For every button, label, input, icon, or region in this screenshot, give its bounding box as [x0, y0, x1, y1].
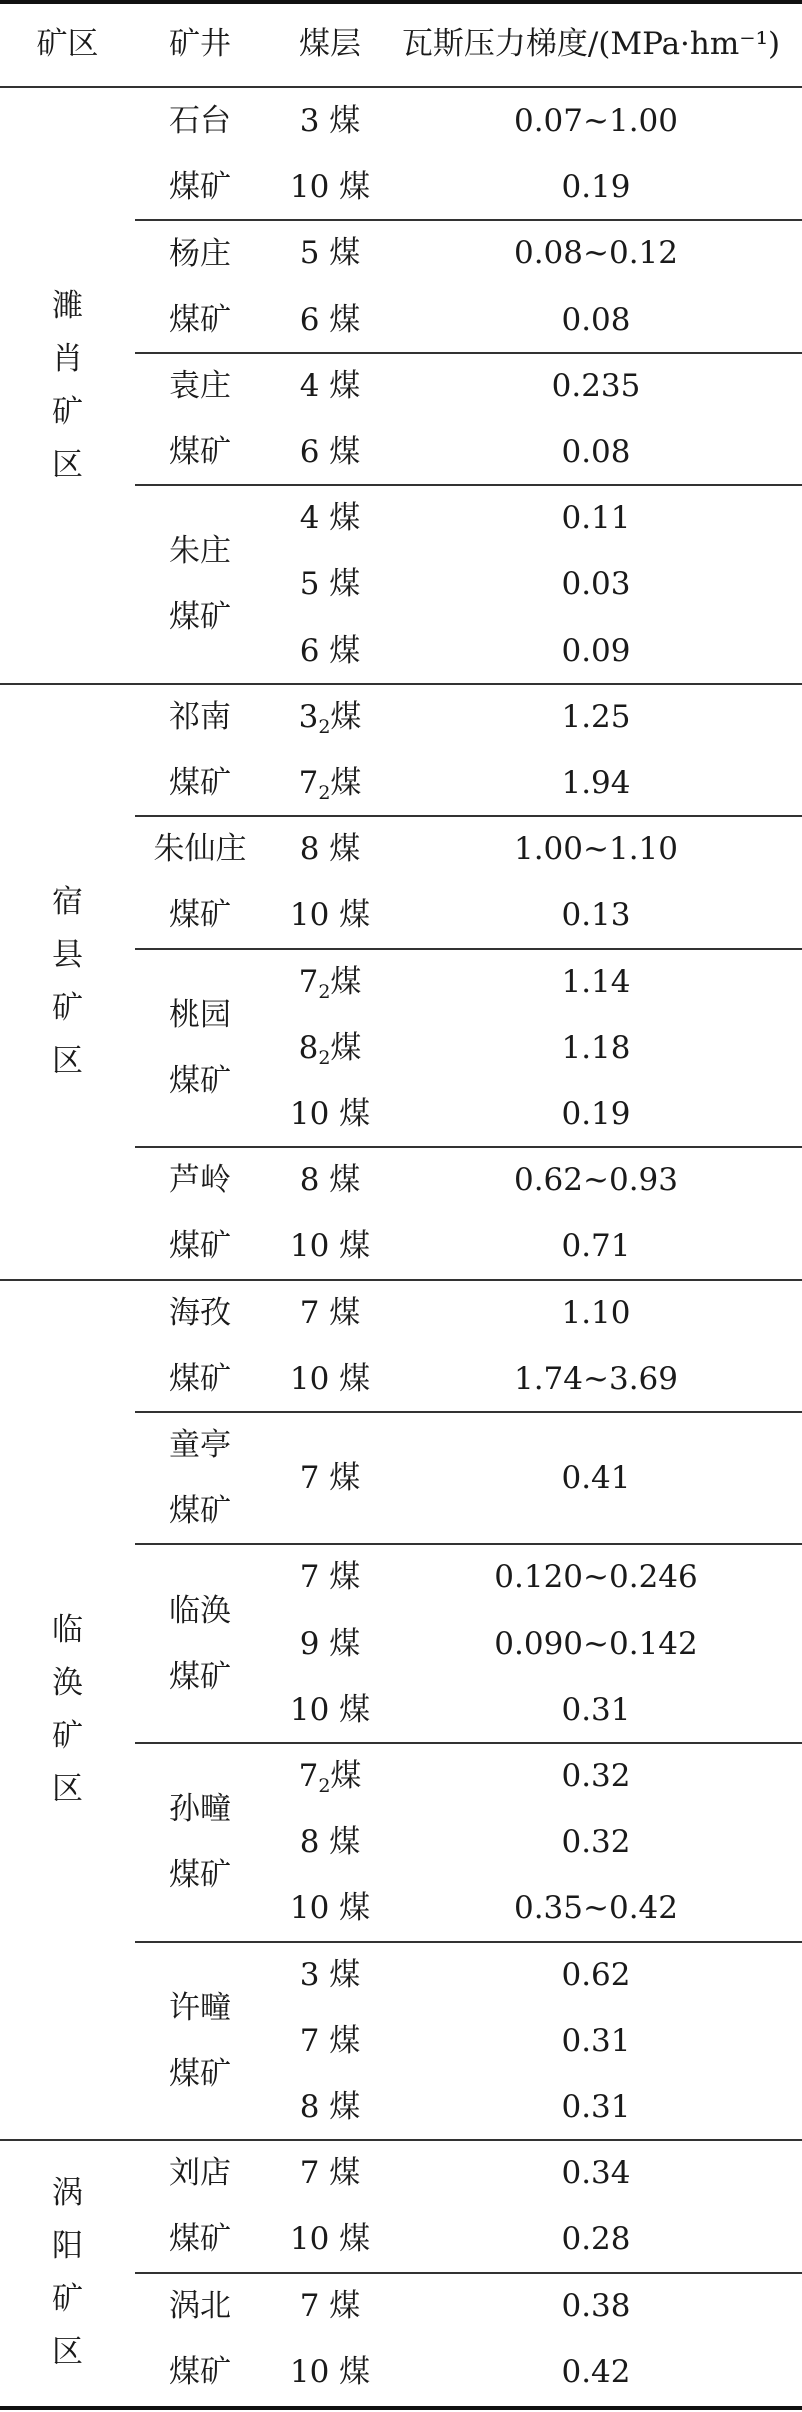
- gradient-value-cell: 1.14: [561, 963, 631, 1000]
- coal-seam-cell: $8_2$煤: [298, 1029, 362, 1069]
- coal-seam-cell: 10 煤: [289, 2353, 371, 2390]
- gradient-value-cell: 0.11: [561, 500, 631, 537]
- coal-seam-cell: 3 煤: [299, 103, 361, 139]
- gradient-value-cell: 0.19: [561, 169, 631, 206]
- coal-seam-cell: 4 煤: [299, 500, 361, 537]
- table-bottom-rule: [0, 2406, 802, 2410]
- mining-area-name: 临 涣 矿 区: [52, 1611, 83, 1807]
- gradient-value-cell: 0.235: [551, 367, 641, 404]
- gradient-value-cell: 0.13: [561, 897, 631, 934]
- gradient-value-cell: 0.62: [561, 1956, 631, 1993]
- gradient-value-cell: 0.03: [561, 566, 631, 603]
- mining-area-cell: [0, 684, 135, 1280]
- coal-seam-cell: 8 煤: [299, 831, 361, 868]
- gradient-value-cell: 1.94: [561, 765, 631, 801]
- mining-area-cell: [0, 88, 135, 684]
- coal-seam-cell: 8 煤: [299, 1162, 361, 1199]
- gradient-value-cell: 0.19: [561, 1096, 631, 1132]
- gradient-value-cell: 0.62~0.93: [513, 1162, 679, 1199]
- mining-area-cell: [0, 1280, 135, 2141]
- mine-name-cell: 桃园 煤矿: [169, 996, 231, 1099]
- coal-seam-cell: 5 煤: [299, 566, 361, 603]
- coal-seam-cell: 8 煤: [299, 2089, 361, 2125]
- gradient-value-cell: 0.07~1.00: [513, 103, 679, 139]
- mining-area-name: 濉 肖 矿 区: [52, 287, 83, 483]
- gradient-value-cell: 0.41: [561, 1460, 631, 1497]
- coal-seam-cell: 6 煤: [299, 632, 361, 669]
- coal-seam-cell: $3_2$煤: [298, 698, 362, 738]
- header-area: 矿区: [36, 26, 99, 62]
- mine-name-cell: 朱庄 煤矿: [169, 533, 231, 636]
- coal-seam-cell: 10 煤: [289, 1360, 371, 1397]
- coal-seam-cell: 10 煤: [289, 1890, 371, 1927]
- gradient-value-cell: 0.09: [561, 632, 631, 669]
- mine-name-cell: 刘店 煤矿: [169, 2155, 231, 2258]
- mine-name-cell: 袁庄 煤矿: [169, 367, 231, 470]
- gradient-value-cell: 0.35~0.42: [513, 1890, 679, 1927]
- gradient-value-cell: 0.31: [561, 1691, 631, 1728]
- gradient-value-cell: 0.42: [561, 2353, 631, 2390]
- coal-seam-cell: 4 煤: [299, 367, 361, 404]
- mine-name-cell: 海孜 煤矿: [169, 1294, 231, 1397]
- mining-area-cell: [0, 2140, 135, 2405]
- gradient-value-cell: 0.08: [561, 434, 631, 470]
- coal-seam-cell: 10 煤: [289, 2221, 371, 2258]
- gradient-value-cell: 0.08~0.12: [513, 235, 679, 272]
- coal-seam-cell: 7 煤: [299, 1294, 361, 1331]
- gradient-value-cell: 0.31: [561, 2089, 631, 2125]
- coal-seam-cell: 3 煤: [299, 1956, 361, 1993]
- mine-name-cell: 朱仙庄 煤矿: [153, 831, 247, 934]
- coal-seam-cell: 7 煤: [299, 2022, 361, 2059]
- coal-seam-cell: $7_2$煤: [298, 963, 362, 1003]
- gradient-value-cell: 1.25: [561, 698, 631, 735]
- gradient-value-cell: 0.34: [561, 2155, 631, 2192]
- mine-name-cell: 临涣 煤矿: [169, 1592, 231, 1695]
- gradient-value-cell: 0.08: [561, 301, 631, 338]
- mining-area-name: 涡 阳 矿 区: [52, 2174, 83, 2370]
- coal-seam-cell: 6 煤: [299, 434, 361, 470]
- gradient-value-cell: 0.090~0.142: [494, 1625, 698, 1662]
- mine-name-cell: 杨庄 煤矿: [169, 235, 231, 338]
- coal-seam-cell: 7 煤: [299, 2287, 361, 2324]
- mine-name-cell: 石台 煤矿: [169, 103, 231, 206]
- mine-name-cell: 许疃 煤矿: [169, 1989, 231, 2092]
- gradient-value-cell: 0.71: [561, 1228, 631, 1265]
- gradient-value-cell: 0.120~0.246: [494, 1559, 698, 1596]
- gradient-value-cell: 0.32: [561, 1758, 631, 1794]
- header-gradient: 瓦斯压力梯度/(MPa·hm⁻¹): [401, 26, 781, 62]
- gradient-value-cell: 0.31: [561, 2022, 631, 2059]
- coal-seam-cell: 7 煤: [299, 2155, 361, 2192]
- coal-seam-cell: 7 煤: [299, 1559, 361, 1596]
- coal-seam-cell: 7 煤: [299, 1460, 361, 1497]
- gradient-value-cell: 1.00~1.10: [513, 831, 679, 868]
- coal-seam-cell: 10 煤: [289, 1096, 371, 1132]
- mine-name-cell: 孙疃 煤矿: [169, 1791, 231, 1894]
- coal-seam-cell: 9 煤: [299, 1625, 361, 1662]
- mine-name-cell: 芦岭 煤矿: [169, 1162, 231, 1265]
- header-seam: 煤层: [299, 26, 361, 62]
- mine-name-cell: 童亭 煤矿: [169, 1427, 231, 1530]
- gradient-value-cell: 1.18: [561, 1029, 631, 1066]
- gradient-value-cell: 1.10: [561, 1294, 631, 1331]
- coal-seam-cell: $7_2$煤: [298, 1758, 362, 1797]
- gradient-value-cell: 0.28: [561, 2221, 631, 2258]
- gradient-value-cell: 1.74~3.69: [513, 1360, 679, 1397]
- header-mine: 矿井: [169, 26, 231, 62]
- coal-seam-cell: 8 煤: [299, 1824, 361, 1861]
- coal-seam-cell: 5 煤: [299, 235, 361, 272]
- mining-area-name: 宿 县 矿 区: [52, 883, 83, 1079]
- mine-name-cell: 祁南 煤矿: [169, 698, 231, 801]
- coal-seam-cell: 10 煤: [289, 169, 371, 206]
- coal-seam-cell: 10 煤: [289, 1691, 371, 1728]
- gradient-value-cell: 0.38: [561, 2287, 631, 2324]
- mine-name-cell: 涡北 煤矿: [169, 2287, 231, 2390]
- coal-seam-cell: 10 煤: [289, 1228, 371, 1265]
- coal-seam-cell: $7_2$煤: [298, 765, 362, 804]
- coal-seam-cell: 10 煤: [289, 897, 371, 934]
- coal-seam-cell: 6 煤: [299, 301, 361, 338]
- gradient-value-cell: 0.32: [561, 1824, 631, 1861]
